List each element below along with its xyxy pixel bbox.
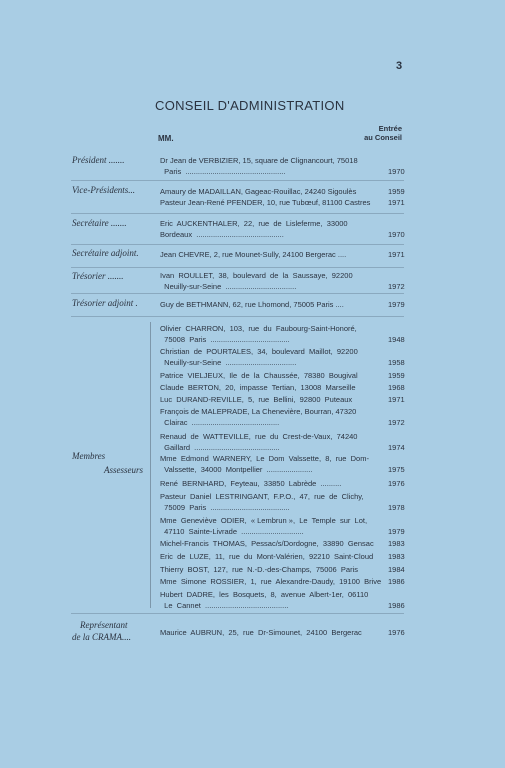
entry-line: Eric de LUZE, 11, rue du Mont-Valérien, 92210 Saint-Cloud	[160, 552, 374, 561]
entry-line: 75008 Paris ......................................	[160, 335, 290, 344]
entry-line: Patrice VIELJEUX, Ile de la Chaussée, 78380 Bougival	[160, 371, 358, 380]
column-entree-header	[340, 124, 402, 142]
entry-line: Thierry BOST, 127, rue N.-D.-des-Champs, 75006 Paris	[160, 565, 358, 574]
divider	[71, 613, 404, 614]
column-mm-label: MM.	[158, 134, 174, 143]
role-crama: de la CRAMA....	[72, 632, 131, 642]
divider	[71, 213, 404, 214]
entry-line: Olivier CHARRON, 103, rue du Faubourg-Saint-Honoré,	[160, 324, 357, 333]
entry-year: 1972	[388, 418, 405, 427]
entree-label: Entrée	[378, 124, 402, 133]
page-number: 3	[396, 60, 403, 72]
entry-year: 1976	[388, 479, 405, 488]
entry-year: 1979	[388, 300, 405, 309]
entry-line: Gaillard .........................................	[160, 443, 280, 452]
entry-year: 1958	[388, 358, 405, 367]
divider	[71, 180, 404, 181]
entry-line: Le Cannet ........................................	[160, 601, 289, 610]
entry-line: Pasteur Daniel LESTRINGANT, F.P.O., 47, rue de Clichy,	[160, 492, 364, 501]
entry-line: Valssette, 34000 Montpellier ......................	[160, 465, 313, 474]
entry-year: 1971	[388, 395, 405, 404]
entry-line: Mme Simone ROSSIER, 1, rue Alexandre-Daudy, 19100 Brive	[160, 577, 382, 586]
entry-line: Paris ................................................	[160, 167, 286, 176]
entry-line: Clairac ..........................................	[160, 418, 280, 427]
entry-line: René BERNHARD, Feyteau, 33850 Labrède ..........	[160, 479, 342, 488]
entry-year: 1970	[388, 230, 405, 239]
assesseurs-bracket	[150, 322, 151, 608]
role-representant: Représentant	[80, 620, 128, 630]
entry-line: Dr Jean de VERBIZIER, 15, square de Clignancourt, 75018	[160, 156, 358, 165]
entry-year: 1959	[388, 187, 405, 196]
entry-line: Bordeaux ..........................................	[160, 230, 284, 239]
entry-year: 1986	[388, 601, 405, 610]
divider	[71, 293, 404, 294]
entry-year: 1979	[388, 527, 405, 536]
entry-line: Mme Edmond WARNERY, Le Dom Valssette, 8, rue Dom-	[160, 454, 369, 463]
role-tresorier-adjoint: Trésorier adjoint .	[72, 298, 138, 308]
entry-line: Michel-Francis THOMAS, Pessac/s/Dordogne, 33890 Gensac	[160, 539, 374, 548]
entry-year: 1968	[388, 383, 405, 392]
entry-year: 1959	[388, 371, 405, 380]
entry-year: 1970	[388, 167, 405, 176]
divider	[71, 244, 404, 245]
entry-year: 1948	[388, 335, 405, 344]
entry-year: 1971	[388, 198, 405, 207]
page-title: CONSEIL D'ADMINISTRATION	[155, 98, 345, 113]
role-vice-presidents: Vice-Présidents...	[72, 185, 136, 195]
entry-line: 75009 Paris ......................................	[160, 503, 290, 512]
entry-line: Mme Geneviève ODIER, « Lembrun », Le Temple sur Lot,	[160, 516, 368, 525]
role-membres: Membres	[72, 451, 106, 461]
entry-line: Hubert DADRE, les Bosquets, 8, avenue Albert-1er, 06110	[160, 590, 369, 599]
entry-line: Neuilly-sur-Seine ..................................	[160, 282, 297, 291]
entry-line: Maurice AUBRUN, 25, rue Dr-Simounet, 24100 Bergerac	[160, 628, 362, 637]
entry-year: 1984	[388, 565, 405, 574]
role-tresorier: Trésorier .......	[72, 271, 124, 281]
entry-year: 1974	[388, 443, 405, 452]
entry-line: François de MALEPRADE, La Chenevière, Bourran, 47320	[160, 407, 357, 416]
au-conseil-label: au Conseil	[364, 133, 402, 142]
entry-line: Renaud de WATTEVILLE, rue du Crest-de-Vaux, 74240	[160, 432, 358, 441]
entry-line: Guy de BETHMANN, 62, rue Lhomond, 75005 Paris ....	[160, 300, 344, 309]
entry-line: Luc DURAND-REVILLE, 5, rue Bellini, 92800 Puteaux	[160, 395, 353, 404]
entry-line: Amaury de MADAILLAN, Gageac-Rouillac, 24240 Sigoulès	[160, 187, 357, 196]
divider	[71, 316, 404, 317]
entry-year: 1975	[388, 465, 405, 474]
entry-year: 1978	[388, 503, 405, 512]
entry-year: 1986	[388, 577, 405, 586]
divider	[71, 267, 404, 268]
role-secretaire-adjoint: Secrétaire adjoint.	[72, 248, 139, 258]
entry-line: Neuilly-sur-Seine ..................................	[160, 358, 297, 367]
entry-line: Eric AUCKENTHALER, 22, rue de Lisleferme, 33000	[160, 219, 348, 228]
entry-line: Christian de POURTALES, 34, boulevard Maillot, 92200	[160, 347, 358, 356]
entry-line: 47110 Sainte-Livrade ..............................	[160, 527, 304, 536]
entry-line: Pasteur Jean-René PFENDER, 10, rue Tubœuf, 81100 Castres	[160, 198, 371, 207]
entry-line: Ivan ROULLET, 38, boulevard de la Saussaye, 92200	[160, 271, 353, 280]
role-assesseurs: Assesseurs	[104, 465, 144, 475]
entry-year: 1976	[388, 628, 405, 637]
entry-year: 1983	[388, 539, 405, 548]
entry-year: 1972	[388, 282, 405, 291]
role-president: Président .......	[72, 155, 125, 165]
entry-line: Jean CHEVRE, 2, rue Mounet-Sully, 24100 Bergerac ....	[160, 250, 347, 259]
role-secretaire: Secrétaire .......	[72, 218, 127, 228]
entry-line: Claude BERTON, 20, impasse Tertian, 13008 Marseille	[160, 383, 356, 392]
entry-year: 1971	[388, 250, 405, 259]
entry-year: 1983	[388, 552, 405, 561]
